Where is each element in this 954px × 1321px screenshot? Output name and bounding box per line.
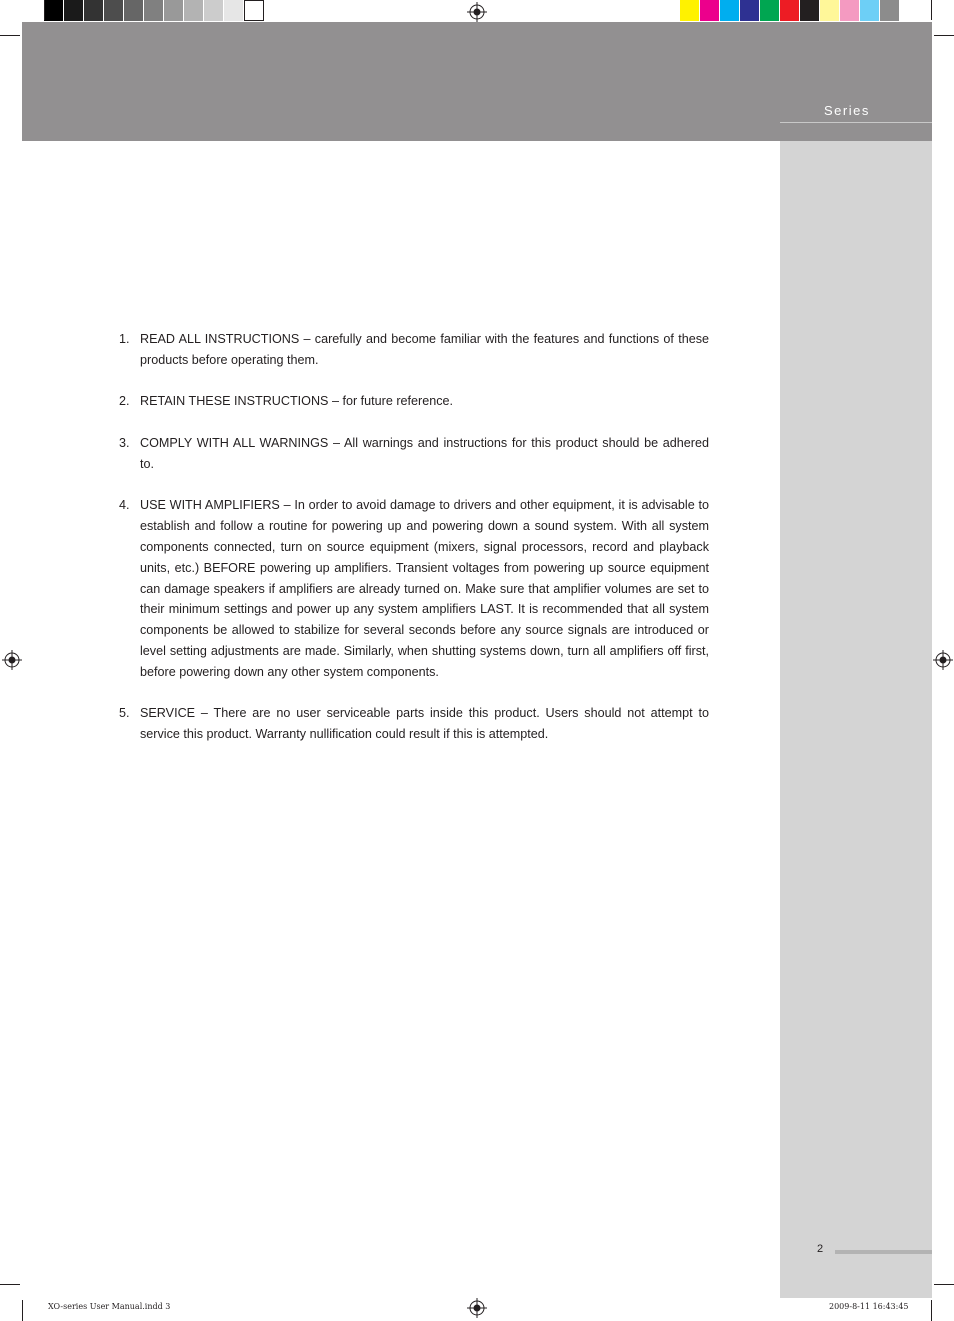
crop-mark xyxy=(0,1284,20,1285)
color-swatch xyxy=(124,0,144,21)
color-swatch xyxy=(860,0,880,21)
color-swatch xyxy=(204,0,224,21)
color-swatch xyxy=(44,0,64,21)
crop-mark xyxy=(22,1300,23,1321)
color-swatch xyxy=(720,0,740,21)
safety-instructions-list xyxy=(119,329,709,766)
registration-mark-icon xyxy=(2,650,22,670)
item-number: 2. xyxy=(119,394,130,409)
color-swatch xyxy=(144,0,164,21)
color-swatch xyxy=(104,0,124,21)
color-swatch xyxy=(244,0,264,21)
color-swatch xyxy=(820,0,840,21)
crop-mark xyxy=(44,0,45,20)
color-swatch xyxy=(164,0,184,21)
color-swatch xyxy=(224,0,244,21)
item-text: USE WITH AMPLIFIERS – In order to avoid damage to drivers and other equipment, it is advisable to establish and follow a routine for powering up and powering down a sound system. With all system components connected, turn on source equipment (mixers, signal processors, record and playback units, etc.) BEFORE powering up amplifiers. Transient voltages from powering up source equipment can damage speakers if amplifiers are already turned on. Make sure that amplifier volumes are set to their minimum settings and power up any system amplifiers LAST. It is recommended that all system components be allowed to stabilize for several seconds before any source signals are introduced or level setting adjustments are made. Similarly, when shutting systems down, turn all amplifiers off first, before powering down any other system components. xyxy=(140,498,709,679)
page-number-bar xyxy=(835,1250,932,1254)
color-swatch xyxy=(760,0,780,21)
color-swatch xyxy=(880,0,900,21)
color-swatch xyxy=(840,0,860,21)
list-item xyxy=(119,433,709,475)
header-divider xyxy=(780,122,932,123)
series-label: Series xyxy=(824,103,870,118)
item-text: RETAIN THESE INSTRUCTIONS – for future reference. xyxy=(140,394,454,409)
page-number: 2 xyxy=(817,1243,824,1255)
slug-timestamp: 2009-8-11 16:43:45 xyxy=(829,1302,909,1311)
list-item xyxy=(119,329,709,371)
color-swatch xyxy=(84,0,104,21)
registration-mark-icon xyxy=(467,2,487,22)
registration-mark-icon xyxy=(933,650,953,670)
crop-mark xyxy=(934,1284,954,1285)
color-swatch xyxy=(680,0,700,21)
crop-mark xyxy=(0,35,20,36)
color-swatch xyxy=(800,0,820,21)
crop-mark xyxy=(934,35,954,36)
item-number: 5. xyxy=(119,706,130,721)
color-swatch xyxy=(64,0,84,21)
item-number: 4. xyxy=(119,498,130,513)
color-swatch xyxy=(184,0,204,21)
process-color-bar xyxy=(680,0,900,21)
list-item xyxy=(119,391,709,412)
color-swatch xyxy=(780,0,800,21)
item-text: COMPLY WITH ALL WARNINGS – All warnings and instructions for this product should be adhered to. xyxy=(140,435,709,471)
grayscale-color-bar xyxy=(44,0,264,21)
color-swatch xyxy=(700,0,720,21)
color-swatch xyxy=(740,0,760,21)
registration-mark-icon xyxy=(467,1298,487,1318)
item-text: SERVICE – There are no user serviceable parts inside this product. Users should not attempt to service this product. Warranty nullification could result if this is attempted. xyxy=(140,706,709,742)
item-number: 1. xyxy=(119,332,130,346)
page-header-band xyxy=(22,22,932,141)
item-number: 3. xyxy=(119,435,130,450)
list-item xyxy=(119,495,709,682)
side-panel xyxy=(780,141,932,1298)
slug-filename: XO-series User Manual.indd 3 xyxy=(48,1302,171,1311)
crop-mark xyxy=(931,0,932,20)
item-text: READ ALL INSTRUCTIONS – carefully and become familiar with the features and functions of these products before operating them. xyxy=(140,332,709,367)
crop-mark xyxy=(931,1300,932,1321)
list-item xyxy=(119,703,709,745)
